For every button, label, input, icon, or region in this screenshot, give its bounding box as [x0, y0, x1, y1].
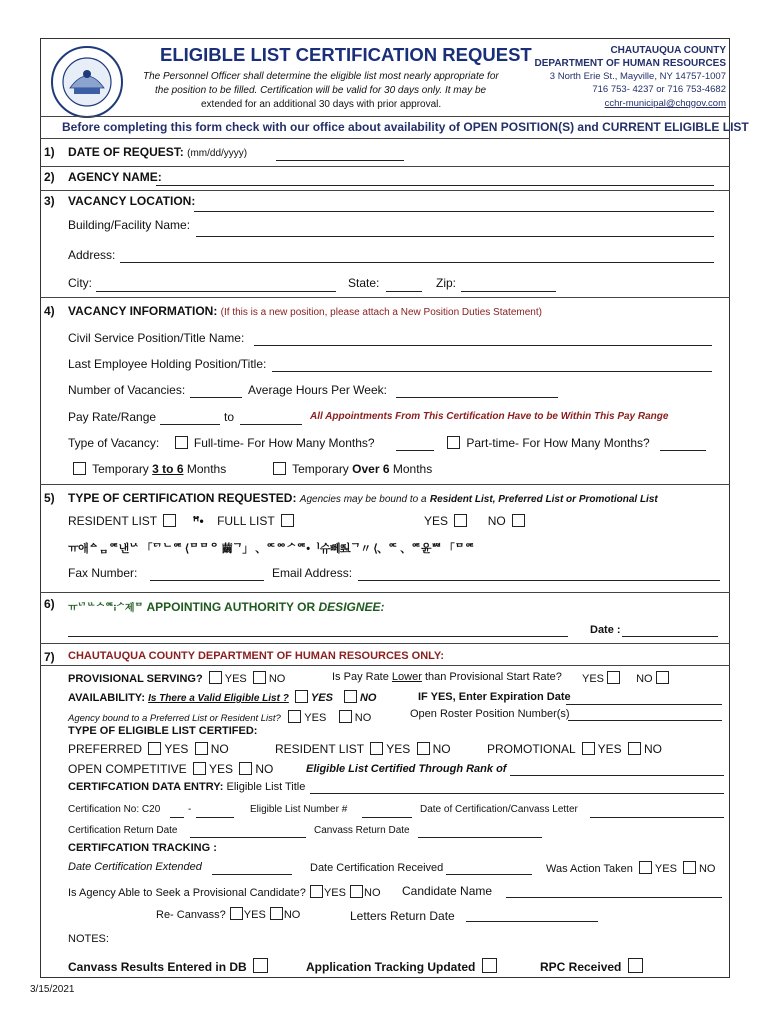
last-employee-field[interactable]	[272, 371, 712, 372]
vacancy-location-label: VACANCY LOCATION:	[68, 194, 196, 208]
vacancy-location-field[interactable]	[194, 211, 714, 212]
header-divider	[40, 116, 730, 117]
canvass-return-label: Canvass Return Date	[314, 825, 410, 836]
date-extended-label: Date Certification Extended	[68, 861, 202, 873]
promotional-no-checkbox[interactable]	[628, 742, 641, 755]
garbled-text: ㅠᄓᄔᄉᅊ፧ᄼ제ᄆ	[68, 603, 144, 614]
pay-rate-label: Pay Rate/Range	[68, 410, 157, 424]
open-comp-no-checkbox[interactable]	[239, 762, 252, 775]
garbled-line: ㅠ애ᅀᆷᅊ낸ᅛ 「ᄗᄂᅊ ⟨ᄆᄆᄋ 繭ᄀ」 、ᅂᅇᄼᅊ•ᅵᄼᅲ뻬ᅊᆋᄀ〃 ⟨、ᅂ 、ᅊ윤ᄤ 「ᄆᅊ	[68, 543, 475, 555]
action-taken-label: Was Action Taken	[546, 863, 633, 875]
resident-label: RESIDENT LIST	[275, 742, 364, 756]
provisional-candidate-yes-checkbox[interactable]	[310, 885, 323, 898]
bound-yes-checkbox[interactable]	[288, 710, 301, 723]
yes-label: YES	[424, 514, 449, 528]
app-tracking-checkbox[interactable]	[482, 958, 497, 973]
certification-type-label: TYPE OF CERTIFICATION REQUESTED:	[68, 491, 297, 505]
resident-no-checkbox[interactable]	[417, 742, 430, 755]
preferred-no-checkbox[interactable]	[195, 742, 208, 755]
full-list-checkbox[interactable]	[281, 514, 294, 527]
vacancy-information-label: VACANCY INFORMATION:	[68, 304, 218, 318]
vacancy-type-label: Type of Vacancy:	[68, 436, 160, 450]
eligible-list-number-field[interactable]	[362, 817, 412, 818]
section-number: 1)	[44, 145, 55, 159]
num-vacancies-label: Number of Vacancies:	[68, 383, 186, 397]
expiration-field[interactable]	[566, 704, 722, 705]
agency-name-field[interactable]	[156, 185, 714, 186]
county-seal-icon	[48, 44, 126, 120]
months-label: Months	[392, 462, 433, 476]
divider	[40, 484, 730, 485]
valid-list-no-checkbox[interactable]	[344, 690, 357, 703]
yes-label: YES	[243, 909, 266, 921]
action-no-checkbox[interactable]	[683, 861, 696, 874]
yes-label: YES	[310, 692, 333, 704]
provisional-candidate-label: Is Agency Able to Seek a Provisional Candidate?	[68, 887, 306, 899]
city-field[interactable]	[96, 291, 336, 292]
candidate-name-field[interactable]	[506, 897, 722, 898]
divider	[40, 190, 730, 191]
no-label: NO	[698, 863, 716, 875]
form-title: ELIGIBLE LIST CERTIFICATION REQUEST	[160, 44, 532, 65]
letters-return-label: Letters Return Date	[350, 909, 455, 923]
divider	[40, 665, 730, 666]
hr-only-label: CHAUTAUQUA COUNTY DEPARTMENT OF HUMAN RESOURCES ONLY:	[68, 650, 445, 662]
cert-date-label: Date of Certification/Canvass Letter	[420, 804, 578, 815]
availability-label: AVAILABILITY:	[68, 692, 145, 704]
city-label: City:	[68, 276, 92, 290]
department-phone: 716 753- 4237 or 716 753-4682	[592, 84, 726, 95]
notes-label: NOTES:	[68, 933, 109, 945]
full-time-checkbox[interactable]	[175, 436, 188, 449]
eligible-list-number-label: Eligible List Number #	[250, 804, 348, 815]
divider	[40, 166, 730, 167]
open-roster-field[interactable]	[568, 720, 722, 721]
pay-lower-label: Is Pay Rate	[332, 671, 389, 683]
full-time-label: Full-time- For How Many Months?	[193, 436, 375, 450]
rpc-received-checkbox[interactable]	[628, 958, 643, 973]
pay-lower-emphasis: Lower	[391, 671, 422, 683]
temporary-label: Temporary	[92, 462, 149, 476]
recanvass-label: Re- Canvass?	[156, 909, 226, 921]
bound-no-checkbox[interactable]	[339, 710, 352, 723]
candidate-name-label: Candidate Name	[402, 884, 493, 898]
state-label: State:	[348, 276, 380, 290]
num-vacancies-field[interactable]	[190, 397, 242, 398]
yes-label: YES	[597, 742, 622, 756]
date-format-hint: (mm/dd/yyyy)	[187, 148, 248, 159]
notice-text: Before completing this form check with our office about availability of OPEN POSITION(S) and CURRENT ELIGIBLE LIST	[62, 120, 749, 134]
app-tracking-label: Application Tracking Updated	[306, 960, 476, 974]
designee-label: DESIGNEE:	[318, 600, 385, 614]
no-label: NO	[359, 692, 377, 704]
action-yes-checkbox[interactable]	[639, 861, 652, 874]
preferred-label: PREFERRED	[68, 742, 143, 756]
department-address: 3 North Erie St., Mayville, NY 14757-1007	[549, 71, 726, 82]
full-list-label: FULL LIST	[217, 514, 275, 528]
date-label: Date :	[590, 624, 621, 636]
bound-label: Agency bound to a Preferred List or Resident List?	[68, 713, 281, 724]
resident-list-checkbox[interactable]	[163, 514, 176, 527]
yes-label: YES	[386, 742, 411, 756]
divider	[40, 138, 730, 139]
provisional-yes-checkbox[interactable]	[209, 671, 222, 684]
no-label: NO	[283, 909, 301, 921]
section-number: 5)	[44, 491, 55, 505]
letters-return-field[interactable]	[466, 921, 598, 922]
zip-field[interactable]	[461, 291, 556, 292]
cert-no-year-field[interactable]	[170, 817, 184, 818]
header-note-line3: extended for an additional 30 days with prior approval.	[201, 99, 442, 110]
cert-no-seq-field[interactable]	[196, 817, 234, 818]
no-label: NO	[268, 673, 286, 685]
preferred-yes-checkbox[interactable]	[148, 742, 161, 755]
pay-rate-from-field[interactable]	[160, 424, 220, 425]
dash: -	[188, 804, 192, 815]
type-certified-label: TYPE OF ELIGIBLE LIST CERTIFED:	[68, 725, 258, 737]
department-name: DEPARTMENT OF HUMAN RESOURCES	[534, 58, 726, 69]
avg-hours-label: Average Hours Per Week:	[248, 383, 387, 397]
yes-label: YES	[654, 863, 677, 875]
canvass-db-checkbox[interactable]	[253, 958, 268, 973]
yes-label: YES	[224, 673, 247, 685]
pay-lower-no-checkbox[interactable]	[656, 671, 669, 684]
certification-hint-b: Resident List, Preferred List or Promotional List	[429, 494, 658, 505]
no-label: NO	[487, 514, 506, 528]
building-label: Building/Facility Name:	[68, 218, 191, 232]
valid-list-label: Is There a Valid Eligible List ?	[148, 693, 289, 704]
date-of-request-label: DATE OF REQUEST:	[68, 145, 184, 159]
provisional-no-checkbox[interactable]	[253, 671, 266, 684]
signature-date-field[interactable]	[622, 636, 718, 637]
no-label: NO	[636, 673, 653, 685]
pay-lower-label-end: than Provisional Start Rate?	[424, 671, 562, 683]
email-field[interactable]	[358, 580, 720, 581]
last-employee-label: Last Employee Holding Position/Title:	[68, 357, 267, 371]
address-field[interactable]	[120, 262, 714, 263]
resident-list-label: RESIDENT LIST	[68, 514, 157, 528]
department-email-link[interactable]: cchr-municipal@chqgov.com	[604, 98, 726, 109]
avg-hours-field[interactable]	[396, 397, 558, 398]
yes-label: YES	[304, 712, 327, 724]
months-label: Months	[186, 462, 227, 476]
section-number: 6)	[44, 597, 55, 611]
section-number: 2)	[44, 170, 55, 184]
divider	[40, 643, 730, 644]
fax-label: Fax Number:	[68, 566, 138, 580]
no-label: NO	[364, 887, 381, 899]
promotional-yes-checkbox[interactable]	[582, 742, 595, 755]
no-label: NO	[432, 742, 451, 756]
footer-date: 3/15/2021	[30, 984, 75, 995]
eligible-list-title-field[interactable]	[310, 793, 724, 794]
return-date-field[interactable]	[190, 837, 306, 838]
temporary-over-label: Over 6	[352, 462, 390, 476]
recanvass-yes-checkbox[interactable]	[230, 907, 243, 920]
signature-field[interactable]	[68, 636, 568, 637]
part-time-checkbox[interactable]	[447, 436, 460, 449]
divider	[40, 297, 730, 298]
date-received-label: Date Certification Received	[310, 862, 444, 874]
resident-yes-checkbox[interactable]	[370, 742, 383, 755]
cert-date-field[interactable]	[590, 817, 724, 818]
date-received-field[interactable]	[446, 874, 532, 875]
provisional-serving-label: PROVISIONAL SERVING?	[68, 673, 203, 685]
part-time-label: Part-time- For How Many Months?	[466, 436, 650, 450]
rpc-received-label: RPC Received	[540, 960, 622, 974]
no-label: NO	[354, 712, 372, 724]
header-note-line1: The Personnel Officer shall determine the eligible list most nearly appropriate for	[143, 71, 499, 82]
temporary-over6-checkbox[interactable]	[273, 462, 286, 475]
yes-label: YES	[209, 762, 234, 776]
section-number: 3)	[44, 194, 55, 208]
appointing-authority-label: APPOINTING AUTHORITY OR	[146, 600, 316, 614]
temporary-range-label: 3 to 6	[152, 462, 184, 476]
pay-rate-to-label: to	[224, 410, 235, 424]
title-name-field[interactable]	[254, 345, 712, 346]
vacancy-information-hint: (If this is a new position, please attach a New Position Duties Statement)	[220, 307, 542, 318]
promotional-label: PROMOTIONAL	[487, 742, 576, 756]
yes-label: YES	[582, 673, 605, 685]
expiration-label: IF YES, Enter Expiration Date	[418, 691, 571, 703]
certified-rank-field[interactable]	[510, 775, 724, 776]
certified-rank-label: Eligible List Certified Through Rank of	[306, 763, 507, 775]
divider	[40, 592, 730, 593]
no-checkbox[interactable]	[512, 514, 525, 527]
zip-label: Zip:	[436, 276, 457, 290]
provisional-candidate-no-checkbox[interactable]	[350, 885, 363, 898]
no-label: NO	[255, 762, 274, 776]
section-number: 7)	[44, 650, 55, 664]
no-label: NO	[210, 742, 229, 756]
cert-data-entry-label: CERTIFCATION DATA ENTRY:	[68, 781, 224, 793]
email-label: Email Address:	[272, 566, 353, 580]
building-field[interactable]	[196, 236, 714, 237]
address-label: Address:	[68, 248, 116, 262]
return-date-label: Certification Return Date	[68, 825, 178, 836]
open-competitive-label: OPEN COMPETITIVE	[68, 762, 187, 776]
open-roster-label: Open Roster Position Number(s)	[410, 708, 570, 720]
pay-lower-yes-checkbox[interactable]	[607, 671, 620, 684]
pay-range-note: All Appointments From This Certification Have to be Within This Pay Range	[310, 411, 669, 422]
yes-checkbox[interactable]	[454, 514, 467, 527]
full-time-months-field[interactable]	[396, 450, 434, 451]
date-of-request-field[interactable]	[276, 160, 404, 161]
state-field[interactable]	[386, 291, 422, 292]
recanvass-no-checkbox[interactable]	[270, 907, 283, 920]
canvass-db-label: Canvass Results Entered in DB	[68, 960, 247, 974]
temporary-3to6-checkbox[interactable]	[73, 462, 86, 475]
eligible-list-title-label: Eligible List Title	[226, 781, 306, 793]
title-name-label: Civil Service Position/Title Name:	[68, 331, 245, 345]
agency-name-label: AGENCY NAME:	[68, 170, 162, 184]
temporary-label: Temporary	[292, 462, 349, 476]
no-label: NO	[643, 742, 662, 756]
yes-label: YES	[323, 887, 346, 899]
date-extended-field[interactable]	[212, 874, 292, 875]
canvass-return-field[interactable]	[418, 837, 542, 838]
open-comp-yes-checkbox[interactable]	[193, 762, 206, 775]
cert-no-label: Certification No: C20	[68, 804, 161, 815]
valid-list-yes-checkbox[interactable]	[295, 690, 308, 703]
county-name: CHAUTAUQUA COUNTY	[610, 45, 726, 56]
header-note-line2: the position to be filled. Certification will be valid for 30 days only. It may be	[155, 85, 487, 96]
part-time-months-field[interactable]	[660, 450, 706, 451]
garbled-text: ꟸ•	[192, 514, 204, 528]
fax-field[interactable]	[150, 580, 264, 581]
tracking-label: CERTIFCATION TRACKING :	[68, 842, 217, 854]
yes-label: YES	[164, 742, 189, 756]
certification-hint-a: Agencies may be bound to a	[299, 494, 427, 505]
pay-rate-to-field[interactable]	[240, 424, 302, 425]
section-number: 4)	[44, 304, 55, 318]
